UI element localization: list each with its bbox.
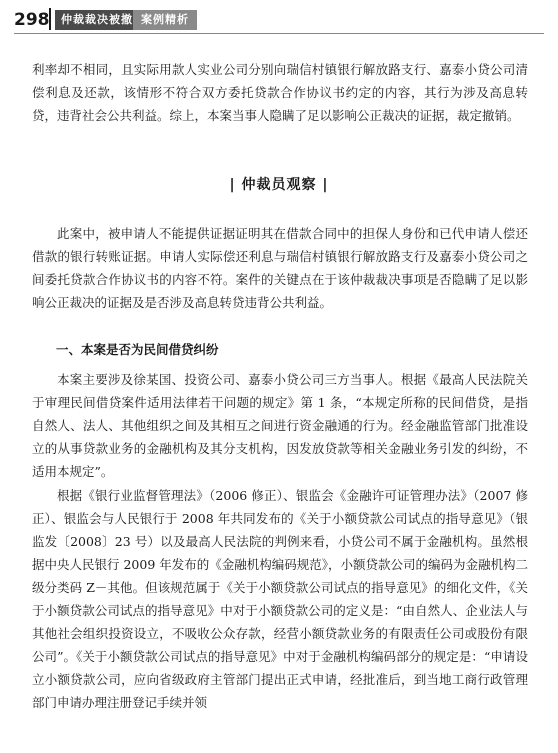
paragraph-3: 本案主要涉及徐某国、投资公司、嘉泰小贷公司三方当事人。根据《最高人民法院关于审理民间借贷案件适用法律若干问题的规定》第 1 条，“本规定所称的民间借贷，是指自然人、法人、其他组织之间及其相互之间进行资金融通的行为。经金融监管部门批准设立的从事贷款业务的金融机构及其分支机构，因发放贷款等相关金融业务引发的纠纷，不适用本规定”。 <box>32 372 528 479</box>
header-divider <box>49 8 51 30</box>
section-heading-wrap <box>0 174 558 194</box>
section-tag: 案例精析 <box>133 10 197 30</box>
header-rule <box>14 33 544 34</box>
paragraph-2: 此案中，被申请人不能提供证据证明其在借款合同中的担保人身份和已代申请人偿还借款的银行转账证据。申请人实际偿还利息与瑞信村镇银行解放路支行及嘉泰小贷公司之间委托贷款合作协议书的内容不符。案件的关键点在于该仲裁裁决事项是否隐瞒了足以影响公正裁决的证据及是否涉及高息转贷违背公共利益。 <box>32 226 528 310</box>
subheading: 一、本案是否为民间借贷纠纷 <box>56 342 219 357</box>
page-number: 298 <box>14 10 50 30</box>
page-header <box>0 0 558 40</box>
section-heading: | 仲裁员观察 | <box>229 177 329 193</box>
book-title: 仲裁裁决被撤 <box>55 10 139 30</box>
paragraph-1: 利率却不相同，且实际用款人实业公司分别向瑞信村镇银行解放路支行、嘉泰小贷公司清偿利息及还款，该情形不符合双方委托贷款合作协议书约定的内容，其行为涉及高息转贷，违背社会公共利益。综上，本案当事人隐瞒了足以影响公正裁决的证据，裁定撤销。 <box>32 62 528 123</box>
paragraph-4: 根据《银行业监督管理法》（2006 修正）、银监会《金融许可证管理办法》（2007 修正）、银监会与人民银行于 2008 年共同发布的《关于小额贷款公司试点的指导意见》（银监发〔2008〕23 号）以及最高人民法院的判例来看，小贷公司不属于金融机构。虽然根据中央人民银行 2009 年发布的《金融机构编码规范》，小额贷款公司的编码为金融机构二级分类码 Z－其他。但该规范属于《关于小额贷款公司试点的指导意见》的细化文件，《关于小额贷款公司试点的指导意见》中对于小额贷款公司的定义是：“由自然人、企业法人与其他社会组织投资设立，不吸收公众存款，经营小额贷款业务的有限责任公司或股份有限公司”。《关于小额贷款公司试点的指导意见》中对于金融机构编码部分的规定是：“申请设立小额贷款公司，应向省级政府主管部门提出正式申请，经批准后，到当地工商行政管理部门申请办理注册登记手续并领 <box>32 488 529 710</box>
